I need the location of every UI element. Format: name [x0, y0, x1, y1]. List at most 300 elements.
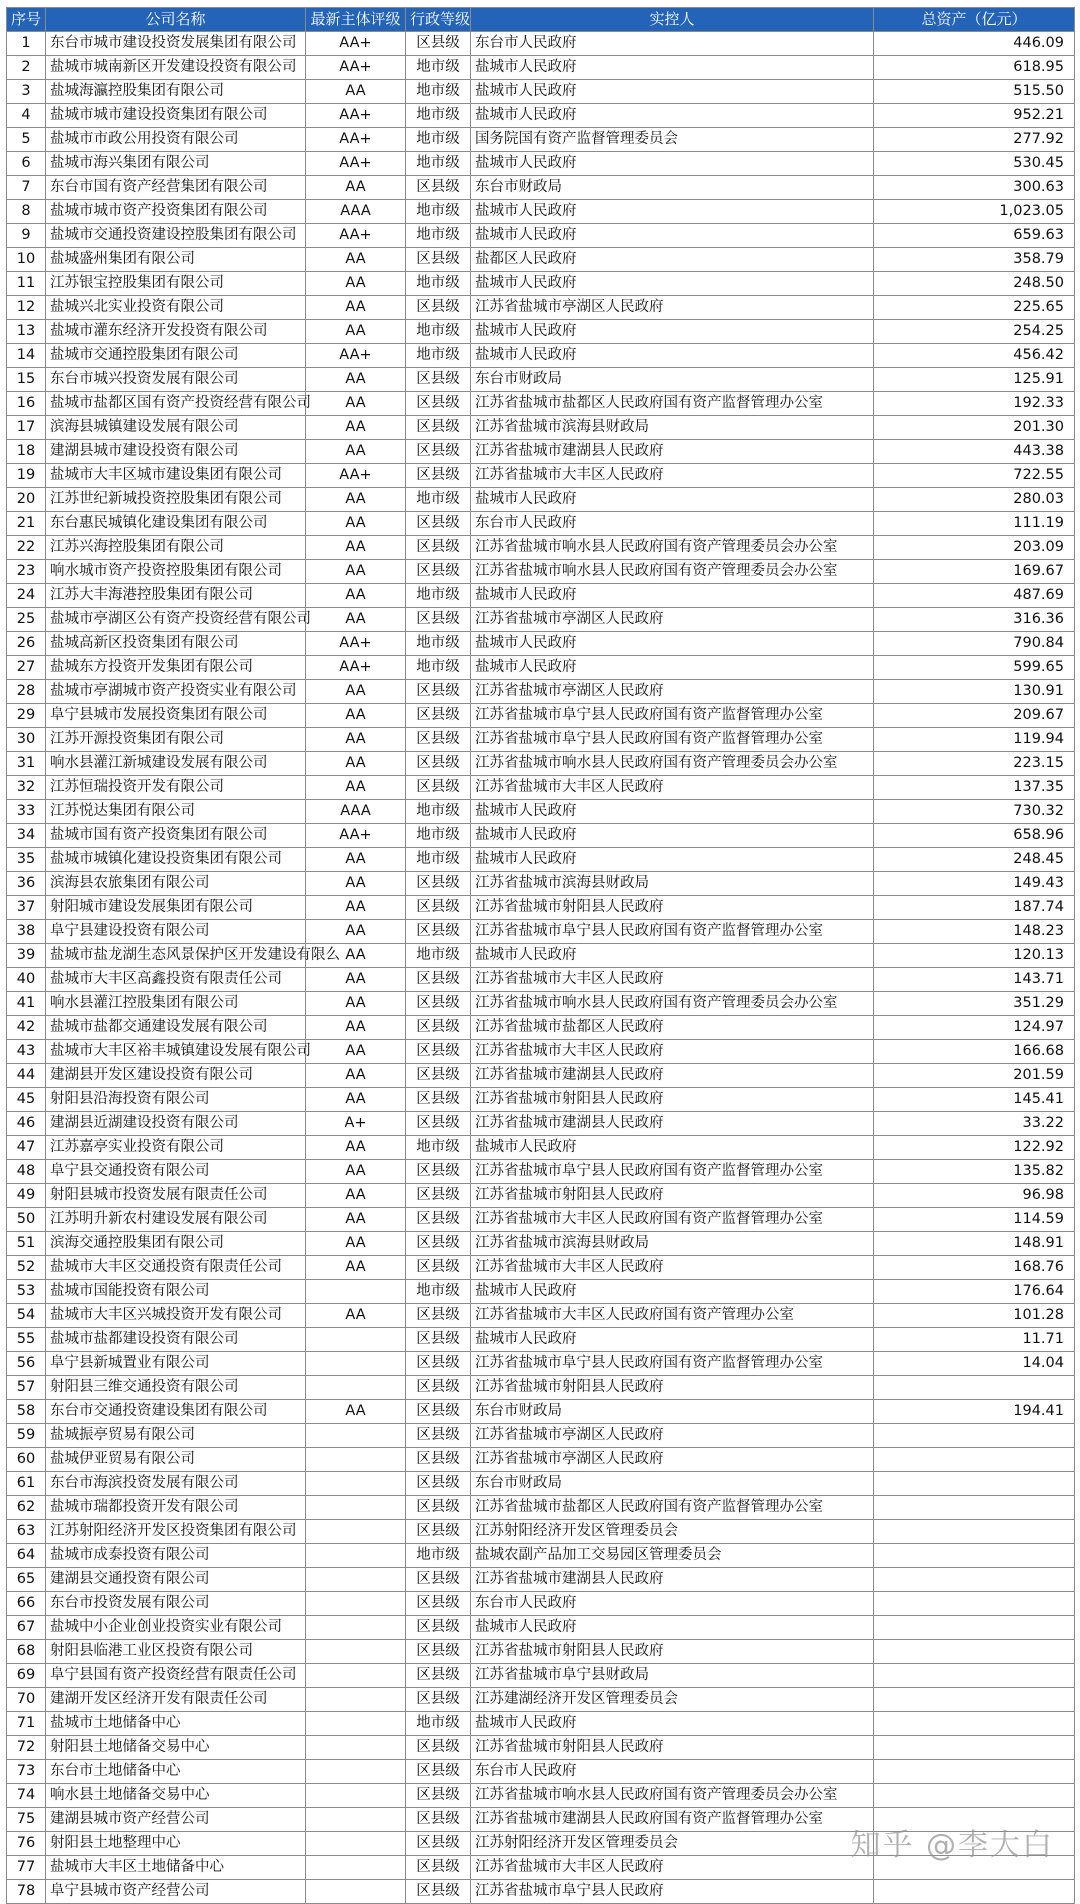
controller-cell[interactable]: 江苏省盐城市阜宁县人民政府国有资产监督管理办公室	[471, 704, 874, 728]
admin-level-cell[interactable]: 区县级	[406, 1400, 471, 1424]
total-assets-cell[interactable]: 192.33	[874, 392, 1075, 416]
admin-level-cell[interactable]: 地市级	[406, 104, 471, 128]
company-name-cell[interactable]: 盐城市大丰区裕丰城镇建设发展有限公司	[46, 1040, 306, 1064]
header-controller[interactable]: 实控人	[471, 8, 874, 32]
table-row[interactable]	[7, 512, 1075, 536]
table-row[interactable]	[7, 872, 1075, 896]
controller-cell[interactable]: 江苏省盐城市建湖县人民政府	[471, 1112, 874, 1136]
controller-cell[interactable]: 东台市人民政府	[471, 1592, 874, 1616]
total-assets-cell[interactable]: 203.09	[874, 536, 1075, 560]
table-row[interactable]	[7, 1448, 1075, 1472]
controller-cell[interactable]: 盐城市人民政府	[471, 200, 874, 224]
total-assets-cell[interactable]: 149.43	[874, 872, 1075, 896]
row-index-cell[interactable]: 73	[7, 1760, 46, 1784]
admin-level-cell[interactable]: 区县级	[406, 1352, 471, 1376]
row-index-cell[interactable]: 23	[7, 560, 46, 584]
controller-cell[interactable]: 江苏省盐城市大丰区人民政府	[471, 1256, 874, 1280]
rating-cell[interactable]	[306, 1352, 406, 1376]
admin-level-cell[interactable]: 地市级	[406, 56, 471, 80]
rating-cell[interactable]: AA	[306, 320, 406, 344]
rating-cell[interactable]	[306, 1856, 406, 1880]
rating-cell[interactable]: AA+	[306, 32, 406, 56]
total-assets-cell[interactable]: 790.84	[874, 632, 1075, 656]
rating-cell[interactable]: AA	[306, 1064, 406, 1088]
row-index-cell[interactable]: 8	[7, 200, 46, 224]
total-assets-cell[interactable]: 351.29	[874, 992, 1075, 1016]
company-name-cell[interactable]: 盐城市交通控股集团有限公司	[46, 344, 306, 368]
table-row[interactable]	[7, 1400, 1075, 1424]
total-assets-cell[interactable]	[874, 1712, 1075, 1736]
rating-cell[interactable]: AA	[306, 920, 406, 944]
company-name-cell[interactable]: 响水县灌江控股集团有限公司	[46, 992, 306, 1016]
row-index-cell[interactable]: 18	[7, 440, 46, 464]
table-row[interactable]	[7, 464, 1075, 488]
total-assets-cell[interactable]: 316.36	[874, 608, 1075, 632]
company-name-cell[interactable]: 东台市投资发展有限公司	[46, 1592, 306, 1616]
company-name-cell[interactable]: 江苏开源投资集团有限公司	[46, 728, 306, 752]
table-row[interactable]	[7, 896, 1075, 920]
admin-level-cell[interactable]: 区县级	[406, 872, 471, 896]
rating-cell[interactable]: AA	[306, 752, 406, 776]
controller-cell[interactable]: 江苏省盐城市盐都区人民政府国有资产监督管理办公室	[471, 392, 874, 416]
admin-level-cell[interactable]: 区县级	[406, 608, 471, 632]
total-assets-cell[interactable]: 209.67	[874, 704, 1075, 728]
admin-level-cell[interactable]: 区县级	[406, 1016, 471, 1040]
controller-cell[interactable]: 江苏射阳经济开发区管理委员会	[471, 1832, 874, 1856]
admin-level-cell[interactable]: 区县级	[406, 1880, 471, 1904]
row-index-cell[interactable]: 15	[7, 368, 46, 392]
row-index-cell[interactable]: 71	[7, 1712, 46, 1736]
admin-level-cell[interactable]: 区县级	[406, 296, 471, 320]
table-row[interactable]	[7, 392, 1075, 416]
admin-level-cell[interactable]: 区县级	[406, 992, 471, 1016]
controller-cell[interactable]: 盐城市人民政府	[471, 488, 874, 512]
admin-level-cell[interactable]: 区县级	[406, 1520, 471, 1544]
total-assets-cell[interactable]	[874, 1592, 1075, 1616]
controller-cell[interactable]: 江苏省盐城市亭湖区人民政府	[471, 680, 874, 704]
admin-level-cell[interactable]: 区县级	[406, 1832, 471, 1856]
rating-cell[interactable]	[306, 1760, 406, 1784]
company-name-cell[interactable]: 建湖县近湖建设投资有限公司	[46, 1112, 306, 1136]
admin-level-cell[interactable]: 区县级	[406, 1856, 471, 1880]
admin-level-cell[interactable]: 区县级	[406, 1304, 471, 1328]
controller-cell[interactable]: 盐城市人民政府	[471, 320, 874, 344]
admin-level-cell[interactable]: 区县级	[406, 704, 471, 728]
rating-cell[interactable]	[306, 1616, 406, 1640]
total-assets-cell[interactable]: 114.59	[874, 1208, 1075, 1232]
admin-level-cell[interactable]: 区县级	[406, 1232, 471, 1256]
company-name-cell[interactable]: 东台市交通投资建设集团有限公司	[46, 1400, 306, 1424]
rating-cell[interactable]: AA	[306, 608, 406, 632]
company-name-cell[interactable]: 盐城海瀛控股集团有限公司	[46, 80, 306, 104]
controller-cell[interactable]: 江苏省盐城市阜宁县人民政府国有资产监督管理办公室	[471, 1352, 874, 1376]
total-assets-cell[interactable]: 443.38	[874, 440, 1075, 464]
rating-cell[interactable]	[306, 1640, 406, 1664]
company-name-cell[interactable]: 射阳县沿海投资有限公司	[46, 1088, 306, 1112]
row-index-cell[interactable]: 3	[7, 80, 46, 104]
table-row[interactable]	[7, 1544, 1075, 1568]
admin-level-cell[interactable]: 地市级	[406, 320, 471, 344]
table-row[interactable]	[7, 440, 1075, 464]
company-name-cell[interactable]: 盐城市亭湖区公有资产投资经营有限公司	[46, 608, 306, 632]
row-index-cell[interactable]: 21	[7, 512, 46, 536]
rating-cell[interactable]	[306, 1832, 406, 1856]
admin-level-cell[interactable]: 地市级	[406, 584, 471, 608]
total-assets-cell[interactable]	[874, 1736, 1075, 1760]
total-assets-cell[interactable]: 225.65	[874, 296, 1075, 320]
admin-level-cell[interactable]: 区县级	[406, 1064, 471, 1088]
total-assets-cell[interactable]	[874, 1376, 1075, 1400]
row-index-cell[interactable]: 62	[7, 1496, 46, 1520]
controller-cell[interactable]: 江苏省盐城市大丰区人民政府国有资产监督管理办公室	[471, 1208, 874, 1232]
total-assets-cell[interactable]: 358.79	[874, 248, 1075, 272]
controller-cell[interactable]: 江苏省盐城市亭湖区人民政府	[471, 1424, 874, 1448]
rating-cell[interactable]	[306, 1472, 406, 1496]
rating-cell[interactable]: AA	[306, 1256, 406, 1280]
rating-cell[interactable]: AA+	[306, 56, 406, 80]
total-assets-cell[interactable]: 446.09	[874, 32, 1075, 56]
rating-cell[interactable]: AA+	[306, 824, 406, 848]
rating-cell[interactable]: AA	[306, 1232, 406, 1256]
row-index-cell[interactable]: 70	[7, 1688, 46, 1712]
admin-level-cell[interactable]: 地市级	[406, 80, 471, 104]
admin-level-cell[interactable]: 区县级	[406, 680, 471, 704]
controller-cell[interactable]: 江苏省盐城市射阳县人民政府	[471, 1736, 874, 1760]
row-index-cell[interactable]: 42	[7, 1016, 46, 1040]
table-row[interactable]	[7, 920, 1075, 944]
row-index-cell[interactable]: 35	[7, 848, 46, 872]
table-row[interactable]	[7, 368, 1075, 392]
total-assets-cell[interactable]: 176.64	[874, 1280, 1075, 1304]
company-name-cell[interactable]: 建湖县开发区建设投资有限公司	[46, 1064, 306, 1088]
company-name-cell[interactable]: 盐城市土地储备中心	[46, 1712, 306, 1736]
controller-cell[interactable]: 东台市财政局	[471, 1472, 874, 1496]
controller-cell[interactable]: 江苏省盐城市射阳县人民政府	[471, 1640, 874, 1664]
admin-level-cell[interactable]: 地市级	[406, 272, 471, 296]
rating-cell[interactable]: AA	[306, 872, 406, 896]
total-assets-cell[interactable]: 1,023.05	[874, 200, 1075, 224]
total-assets-cell[interactable]: 11.71	[874, 1328, 1075, 1352]
total-assets-cell[interactable]	[874, 1520, 1075, 1544]
rating-cell[interactable]: AA+	[306, 152, 406, 176]
table-row[interactable]	[7, 1616, 1075, 1640]
row-index-cell[interactable]: 32	[7, 776, 46, 800]
rating-cell[interactable]: AA	[306, 584, 406, 608]
row-index-cell[interactable]: 37	[7, 896, 46, 920]
total-assets-cell[interactable]: 166.68	[874, 1040, 1075, 1064]
rating-cell[interactable]: AA+	[306, 656, 406, 680]
rating-cell[interactable]	[306, 1544, 406, 1568]
table-row[interactable]	[7, 1256, 1075, 1280]
controller-cell[interactable]: 江苏省盐城市射阳县人民政府	[471, 896, 874, 920]
table-row[interactable]	[7, 272, 1075, 296]
rating-cell[interactable]: AA	[306, 1088, 406, 1112]
rating-cell[interactable]: AA	[306, 1400, 406, 1424]
total-assets-cell[interactable]: 135.82	[874, 1160, 1075, 1184]
total-assets-cell[interactable]: 187.74	[874, 896, 1075, 920]
controller-cell[interactable]: 盐城市人民政府	[471, 944, 874, 968]
company-name-cell[interactable]: 东台惠民城镇化建设集团有限公司	[46, 512, 306, 536]
total-assets-cell[interactable]: 277.92	[874, 128, 1075, 152]
controller-cell[interactable]: 盐城市人民政府	[471, 1280, 874, 1304]
company-name-cell[interactable]: 盐城市国有资产投资集团有限公司	[46, 824, 306, 848]
table-row[interactable]	[7, 1424, 1075, 1448]
controller-cell[interactable]: 江苏省盐城市响水县人民政府国有资产管理委员会办公室	[471, 752, 874, 776]
company-name-cell[interactable]: 滨海交通控股集团有限公司	[46, 1232, 306, 1256]
table-row[interactable]	[7, 560, 1075, 584]
company-name-cell[interactable]: 江苏射阳经济开发区投资集团有限公司	[46, 1520, 306, 1544]
admin-level-cell[interactable]: 区县级	[406, 776, 471, 800]
total-assets-cell[interactable]: 658.96	[874, 824, 1075, 848]
company-name-cell[interactable]: 江苏世纪新城投资控股集团有限公司	[46, 488, 306, 512]
row-index-cell[interactable]: 22	[7, 536, 46, 560]
controller-cell[interactable]: 江苏省盐城市阜宁县人民政府国有资产监督管理办公室	[471, 728, 874, 752]
table-row[interactable]	[7, 80, 1075, 104]
rating-cell[interactable]: AA+	[306, 224, 406, 248]
controller-cell[interactable]: 江苏省盐城市响水县人民政府国有资产管理委员会办公室	[471, 992, 874, 1016]
table-row[interactable]	[7, 1112, 1075, 1136]
admin-level-cell[interactable]: 区县级	[406, 248, 471, 272]
table-row[interactable]	[7, 728, 1075, 752]
row-index-cell[interactable]: 5	[7, 128, 46, 152]
controller-cell[interactable]: 江苏省盐城市响水县人民政府国有资产管理委员会办公室	[471, 560, 874, 584]
rating-cell[interactable]: AA	[306, 296, 406, 320]
admin-level-cell[interactable]: 区县级	[406, 560, 471, 584]
admin-level-cell[interactable]: 区县级	[406, 752, 471, 776]
row-index-cell[interactable]: 13	[7, 320, 46, 344]
total-assets-cell[interactable]: 137.35	[874, 776, 1075, 800]
row-index-cell[interactable]: 76	[7, 1832, 46, 1856]
table-row[interactable]	[7, 488, 1075, 512]
admin-level-cell[interactable]: 区县级	[406, 536, 471, 560]
table-row[interactable]	[7, 1184, 1075, 1208]
table-row[interactable]	[7, 1736, 1075, 1760]
rating-cell[interactable]	[306, 1736, 406, 1760]
controller-cell[interactable]: 江苏省盐城市建湖县人民政府	[471, 1064, 874, 1088]
row-index-cell[interactable]: 58	[7, 1400, 46, 1424]
rating-cell[interactable]: AA	[306, 80, 406, 104]
company-name-cell[interactable]: 盐城市城市建设投资集团有限公司	[46, 104, 306, 128]
company-name-cell[interactable]: 阜宁县国有资产投资经营有限责任公司	[46, 1664, 306, 1688]
rating-cell[interactable]	[306, 1280, 406, 1304]
company-name-cell[interactable]: 江苏银宝控股集团有限公司	[46, 272, 306, 296]
total-assets-cell[interactable]: 124.97	[874, 1016, 1075, 1040]
company-name-cell[interactable]: 盐城市城市资产投资集团有限公司	[46, 200, 306, 224]
table-row[interactable]	[7, 1712, 1075, 1736]
table-row[interactable]	[7, 128, 1075, 152]
row-index-cell[interactable]: 78	[7, 1880, 46, 1904]
table-row[interactable]	[7, 1496, 1075, 1520]
company-name-cell[interactable]: 响水县灌江新城建设发展有限公司	[46, 752, 306, 776]
row-index-cell[interactable]: 46	[7, 1112, 46, 1136]
total-assets-cell[interactable]	[874, 1472, 1075, 1496]
admin-level-cell[interactable]: 区县级	[406, 1256, 471, 1280]
total-assets-cell[interactable]: 515.50	[874, 80, 1075, 104]
company-name-cell[interactable]: 盐城东方投资开发集团有限公司	[46, 656, 306, 680]
row-index-cell[interactable]: 27	[7, 656, 46, 680]
controller-cell[interactable]: 盐都区人民政府	[471, 248, 874, 272]
admin-level-cell[interactable]: 区县级	[406, 464, 471, 488]
row-index-cell[interactable]: 20	[7, 488, 46, 512]
company-name-cell[interactable]: 射阳县临港工业区投资有限公司	[46, 1640, 306, 1664]
row-index-cell[interactable]: 17	[7, 416, 46, 440]
total-assets-cell[interactable]: 148.23	[874, 920, 1075, 944]
row-index-cell[interactable]: 25	[7, 608, 46, 632]
row-index-cell[interactable]: 68	[7, 1640, 46, 1664]
row-index-cell[interactable]: 11	[7, 272, 46, 296]
table-row[interactable]	[7, 416, 1075, 440]
company-name-cell[interactable]: 射阳县土地储备交易中心	[46, 1736, 306, 1760]
controller-cell[interactable]: 盐城市人民政府	[471, 152, 874, 176]
row-index-cell[interactable]: 50	[7, 1208, 46, 1232]
row-index-cell[interactable]: 57	[7, 1376, 46, 1400]
header-total-assets[interactable]: 总资产（亿元）	[874, 8, 1075, 32]
controller-cell[interactable]: 盐城市人民政府	[471, 344, 874, 368]
controller-cell[interactable]: 盐城市人民政府	[471, 1712, 874, 1736]
total-assets-cell[interactable]	[874, 1448, 1075, 1472]
controller-cell[interactable]: 盐城市人民政府	[471, 800, 874, 824]
table-row[interactable]	[7, 320, 1075, 344]
company-name-cell[interactable]: 盐城振亭贸易有限公司	[46, 1424, 306, 1448]
table-row[interactable]	[7, 1640, 1075, 1664]
admin-level-cell[interactable]: 地市级	[406, 800, 471, 824]
table-row[interactable]	[7, 1328, 1075, 1352]
admin-level-cell[interactable]: 区县级	[406, 896, 471, 920]
admin-level-cell[interactable]: 地市级	[406, 1712, 471, 1736]
total-assets-cell[interactable]: 487.69	[874, 584, 1075, 608]
admin-level-cell[interactable]: 区县级	[406, 1184, 471, 1208]
table-row[interactable]	[7, 1760, 1075, 1784]
total-assets-cell[interactable]	[874, 1760, 1075, 1784]
table-row[interactable]	[7, 1592, 1075, 1616]
company-name-cell[interactable]: 建湖县城市建设投资有限公司	[46, 440, 306, 464]
company-name-cell[interactable]: 滨海县农旅集团有限公司	[46, 872, 306, 896]
rating-cell[interactable]: AA	[306, 1160, 406, 1184]
row-index-cell[interactable]: 54	[7, 1304, 46, 1328]
admin-level-cell[interactable]: 区县级	[406, 1208, 471, 1232]
rating-cell[interactable]: AA	[306, 728, 406, 752]
company-name-cell[interactable]: 盐城市大丰区土地储备中心	[46, 1856, 306, 1880]
row-index-cell[interactable]: 64	[7, 1544, 46, 1568]
row-index-cell[interactable]: 31	[7, 752, 46, 776]
admin-level-cell[interactable]: 区县级	[406, 368, 471, 392]
row-index-cell[interactable]: 44	[7, 1064, 46, 1088]
row-index-cell[interactable]: 75	[7, 1808, 46, 1832]
company-name-cell[interactable]: 江苏大丰海港控股集团有限公司	[46, 584, 306, 608]
rating-cell[interactable]	[306, 1808, 406, 1832]
company-name-cell[interactable]: 盐城市亭湖城市资产投资实业有限公司	[46, 680, 306, 704]
rating-cell[interactable]	[306, 1376, 406, 1400]
table-row[interactable]	[7, 1880, 1075, 1904]
admin-level-cell[interactable]: 地市级	[406, 152, 471, 176]
rating-cell[interactable]: AA+	[306, 128, 406, 152]
total-assets-cell[interactable]: 722.55	[874, 464, 1075, 488]
controller-cell[interactable]: 东台市人民政府	[471, 1760, 874, 1784]
controller-cell[interactable]: 江苏建湖经济开发区管理委员会	[471, 1688, 874, 1712]
table-row[interactable]	[7, 1568, 1075, 1592]
company-name-cell[interactable]: 盐城市海兴集团有限公司	[46, 152, 306, 176]
company-name-cell[interactable]: 建湖县交通投资有限公司	[46, 1568, 306, 1592]
admin-level-cell[interactable]: 区县级	[406, 920, 471, 944]
table-row[interactable]	[7, 248, 1075, 272]
total-assets-cell[interactable]: 120.13	[874, 944, 1075, 968]
admin-level-cell[interactable]: 地市级	[406, 344, 471, 368]
row-index-cell[interactable]: 51	[7, 1232, 46, 1256]
table-row[interactable]	[7, 56, 1075, 80]
admin-level-cell[interactable]: 区县级	[406, 512, 471, 536]
total-assets-cell[interactable]: 168.76	[874, 1256, 1075, 1280]
controller-cell[interactable]: 江苏省盐城市滨海县财政局	[471, 872, 874, 896]
controller-cell[interactable]: 江苏省盐城市建湖县人民政府国有资产监督管理办公室	[471, 1808, 874, 1832]
row-index-cell[interactable]: 41	[7, 992, 46, 1016]
company-name-cell[interactable]: 盐城市市政公用投资有限公司	[46, 128, 306, 152]
company-name-cell[interactable]: 射阳县城市投资发展有限责任公司	[46, 1184, 306, 1208]
rating-cell[interactable]	[306, 1880, 406, 1904]
table-row[interactable]	[7, 1016, 1075, 1040]
company-name-cell[interactable]: 阜宁县交通投资有限公司	[46, 1160, 306, 1184]
rating-cell[interactable]: AA	[306, 1016, 406, 1040]
rating-cell[interactable]: AA	[306, 440, 406, 464]
table-row[interactable]	[7, 1304, 1075, 1328]
controller-cell[interactable]: 江苏省盐城市阜宁县财政局	[471, 1664, 874, 1688]
total-assets-cell[interactable]: 148.91	[874, 1232, 1075, 1256]
row-index-cell[interactable]: 69	[7, 1664, 46, 1688]
total-assets-cell[interactable]: 96.98	[874, 1184, 1075, 1208]
controller-cell[interactable]: 江苏省盐城市亭湖区人民政府	[471, 1448, 874, 1472]
company-name-cell[interactable]: 江苏兴海控股集团有限公司	[46, 536, 306, 560]
rating-cell[interactable]: AA	[306, 896, 406, 920]
row-index-cell[interactable]: 53	[7, 1280, 46, 1304]
total-assets-cell[interactable]: 143.71	[874, 968, 1075, 992]
controller-cell[interactable]: 盐城市人民政府	[471, 824, 874, 848]
total-assets-cell[interactable]: 248.50	[874, 272, 1075, 296]
admin-level-cell[interactable]: 区县级	[406, 1112, 471, 1136]
company-name-cell[interactable]: 东台市城市建设投资发展集团有限公司	[46, 32, 306, 56]
row-index-cell[interactable]: 56	[7, 1352, 46, 1376]
company-name-cell[interactable]: 建湖开发区经济开发有限责任公司	[46, 1688, 306, 1712]
total-assets-cell[interactable]: 201.30	[874, 416, 1075, 440]
company-name-cell[interactable]: 建湖县城市资产经营公司	[46, 1808, 306, 1832]
admin-level-cell[interactable]: 区县级	[406, 1592, 471, 1616]
row-index-cell[interactable]: 7	[7, 176, 46, 200]
admin-level-cell[interactable]: 区县级	[406, 728, 471, 752]
total-assets-cell[interactable]: 122.92	[874, 1136, 1075, 1160]
table-row[interactable]	[7, 1784, 1075, 1808]
company-name-cell[interactable]: 射阳县土地整理中心	[46, 1832, 306, 1856]
row-index-cell[interactable]: 38	[7, 920, 46, 944]
table-row[interactable]	[7, 536, 1075, 560]
row-index-cell[interactable]: 39	[7, 944, 46, 968]
table-row[interactable]	[7, 104, 1075, 128]
table-row[interactable]	[7, 1688, 1075, 1712]
rating-cell[interactable]	[306, 1568, 406, 1592]
company-name-cell[interactable]: 盐城市盐都交通建设发展有限公司	[46, 1016, 306, 1040]
admin-level-cell[interactable]: 区县级	[406, 1472, 471, 1496]
table-row[interactable]	[7, 1232, 1075, 1256]
row-index-cell[interactable]: 48	[7, 1160, 46, 1184]
rating-cell[interactable]: AA	[306, 488, 406, 512]
company-name-cell[interactable]: 盐城市大丰区兴城投资开发有限公司	[46, 1304, 306, 1328]
rating-cell[interactable]: AAA	[306, 800, 406, 824]
rating-cell[interactable]: AA	[306, 944, 406, 968]
row-index-cell[interactable]: 34	[7, 824, 46, 848]
rating-cell[interactable]: AA	[306, 1184, 406, 1208]
company-name-cell[interactable]: 盐城市盐龙湖生态风景保护区开发建设有限么	[46, 944, 306, 968]
row-index-cell[interactable]: 67	[7, 1616, 46, 1640]
row-index-cell[interactable]: 49	[7, 1184, 46, 1208]
company-name-cell[interactable]: 东台市土地储备中心	[46, 1760, 306, 1784]
rating-cell[interactable]: AA	[306, 392, 406, 416]
